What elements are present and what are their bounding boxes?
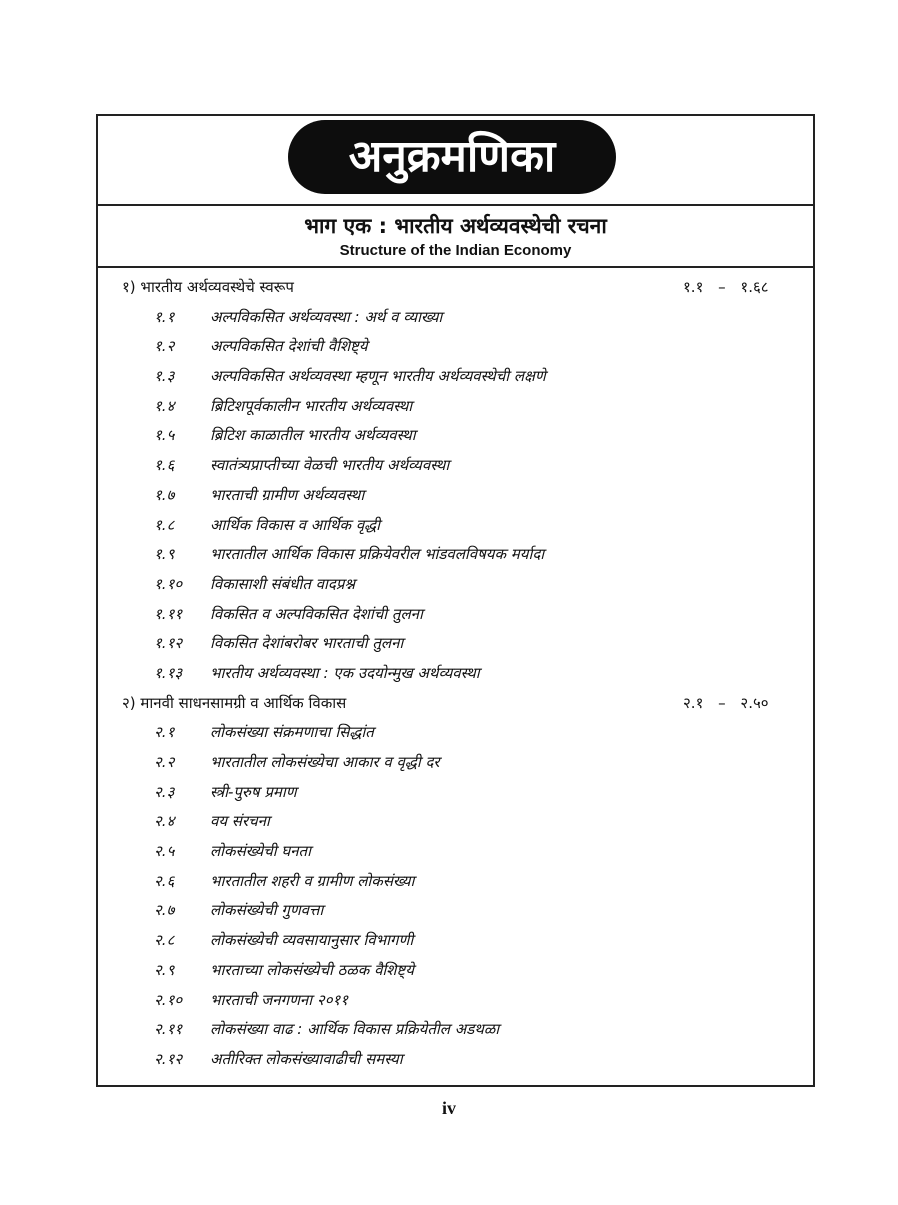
item-title: भारताच्या लोकसंख्येची ठळक वैशिष्ट्ये bbox=[210, 960, 414, 979]
contents-frame bbox=[96, 114, 815, 1087]
item-title: आर्थिक विकास व आर्थिक वृद्धी bbox=[210, 515, 381, 534]
section-title: १) भारतीय अर्थव्यवस्थेचे स्वरूप bbox=[122, 278, 294, 296]
item-number: २.४ bbox=[154, 812, 175, 831]
item-title: भारतातील लोकसंख्येचा आकार व वृद्धी दर bbox=[210, 753, 440, 771]
toc-item[interactable] bbox=[98, 392, 813, 422]
item-title: भारतीय अर्थव्यवस्था : एक उदयोन्मुख अर्थव्यवस्था bbox=[210, 663, 480, 682]
item-title: अल्पविकसित देशांची वैशिष्ट्ये bbox=[210, 337, 368, 356]
item-number: २.७ bbox=[154, 901, 175, 920]
item-title: भारतातील आर्थिक विकास प्रक्रियेवरील भांडवलविषयक मर्यादा bbox=[210, 545, 545, 564]
section-pages: २.१ – २.५० bbox=[683, 693, 769, 712]
item-title: विकसित व अल्पविकसित देशांची तुलना bbox=[210, 604, 423, 623]
toc-item[interactable] bbox=[98, 511, 813, 541]
toc-item[interactable] bbox=[98, 1015, 813, 1045]
toc-item[interactable] bbox=[98, 778, 813, 808]
item-title: लोकसंख्येची व्यवसायानुसार विभागणी bbox=[210, 931, 414, 950]
item-number: २.९ bbox=[154, 960, 175, 979]
toc-item[interactable] bbox=[98, 867, 813, 897]
toc-item[interactable] bbox=[98, 451, 813, 481]
item-number: १.२ bbox=[154, 337, 175, 356]
part-title: भाग एक : भारतीय अर्थव्यवस्थेची रचना bbox=[304, 214, 607, 238]
section-pages: १.१ – १.६८ bbox=[683, 278, 769, 296]
item-number: १.१ bbox=[154, 307, 175, 326]
toc-item[interactable] bbox=[98, 896, 813, 926]
toc-item[interactable] bbox=[98, 1045, 813, 1075]
item-number: २.५ bbox=[154, 842, 175, 861]
toc-item[interactable] bbox=[98, 362, 813, 392]
item-number: २.६ bbox=[154, 871, 175, 890]
toc-section[interactable] bbox=[98, 689, 813, 719]
item-number: २.१२ bbox=[154, 1049, 183, 1068]
toc-item[interactable] bbox=[98, 956, 813, 986]
item-title: अल्पविकसित अर्थव्यवस्था : अर्थ व व्याख्या bbox=[210, 307, 443, 326]
toc-item[interactable] bbox=[98, 659, 813, 689]
item-title: लोकसंख्या वाढ : आर्थिक विकास प्रक्रियेतील अडथळा bbox=[210, 1020, 500, 1039]
toc-item[interactable] bbox=[98, 540, 813, 570]
item-number: १.९ bbox=[154, 545, 175, 564]
toc-item[interactable] bbox=[98, 600, 813, 630]
item-title: विकसित देशांबरोबर भारताची तुलना bbox=[210, 634, 404, 653]
item-number: २.२ bbox=[154, 753, 175, 771]
item-title: लोकसंख्येची गुणवत्ता bbox=[210, 901, 324, 920]
contents-title: अनुक्रमणिका bbox=[288, 120, 616, 194]
item-title: भारताची ग्रामीण अर्थव्यवस्था bbox=[210, 485, 365, 504]
item-number: २.१० bbox=[154, 990, 183, 1009]
toc-item[interactable] bbox=[98, 570, 813, 600]
toc-item[interactable] bbox=[98, 718, 813, 748]
item-title: भारताची जनगणना २०११ bbox=[210, 990, 349, 1009]
item-number: २.८ bbox=[154, 931, 175, 950]
title-band bbox=[98, 116, 813, 206]
item-number: १.८ bbox=[154, 515, 175, 534]
item-title: लोकसंख्येची घनता bbox=[210, 842, 311, 861]
item-title: अल्पविकसित अर्थव्यवस्था म्हणून भारतीय अर्थव्यवस्थेची लक्षणे bbox=[210, 367, 546, 386]
item-title: वय संरचना bbox=[210, 812, 270, 831]
item-number: २.११ bbox=[154, 1020, 183, 1039]
toc-item[interactable] bbox=[98, 629, 813, 659]
item-title: ब्रिटिशपूर्वकालीन भारतीय अर्थव्यवस्था bbox=[210, 396, 413, 415]
toc-item[interactable] bbox=[98, 421, 813, 451]
item-title: अतीरिक्त लोकसंख्यावाढीची समस्या bbox=[210, 1049, 403, 1068]
item-number: १.४ bbox=[154, 396, 175, 415]
item-number: १.१२ bbox=[154, 634, 183, 653]
toc-item[interactable] bbox=[98, 303, 813, 333]
item-number: १.७ bbox=[154, 485, 175, 504]
toc-section[interactable] bbox=[98, 273, 813, 303]
item-number: १.११ bbox=[154, 604, 183, 623]
item-title: भारतातील शहरी व ग्रामीण लोकसंख्या bbox=[210, 871, 415, 890]
page-number: iv bbox=[441, 1098, 456, 1118]
part-subtitle: Structure of the Indian Economy bbox=[339, 242, 572, 259]
item-number: २.१ bbox=[154, 723, 175, 742]
toc-item[interactable] bbox=[98, 748, 813, 778]
item-number: १.१३ bbox=[154, 663, 183, 682]
toc-item[interactable] bbox=[98, 481, 813, 511]
toc-item[interactable] bbox=[98, 986, 813, 1016]
item-title: विकासाशी संबंधीत वादप्रश्न bbox=[210, 574, 355, 593]
item-number: १.३ bbox=[154, 367, 175, 386]
item-number: १.६ bbox=[154, 456, 175, 475]
item-number: १.५ bbox=[154, 426, 175, 445]
item-title: स्वातंत्र्यप्राप्तीच्या वेळची भारतीय अर्थव्यवस्था bbox=[210, 456, 450, 475]
item-title: स्त्री-पुरुष प्रमाण bbox=[210, 782, 297, 801]
item-title: लोकसंख्या संक्रमणाचा सिद्धांत bbox=[210, 723, 374, 742]
toc-list bbox=[98, 268, 813, 1075]
item-number: १.१० bbox=[154, 574, 183, 593]
toc-item[interactable] bbox=[98, 837, 813, 867]
toc-item[interactable] bbox=[98, 926, 813, 956]
item-title: ब्रिटिश काळातील भारतीय अर्थव्यवस्था bbox=[210, 426, 416, 445]
section-title: २) मानवी साधनसामग्री व आर्थिक विकास bbox=[122, 693, 347, 712]
item-number: २.३ bbox=[154, 782, 175, 801]
toc-item[interactable] bbox=[98, 807, 813, 837]
toc-item[interactable] bbox=[98, 332, 813, 362]
part-header bbox=[98, 206, 813, 268]
